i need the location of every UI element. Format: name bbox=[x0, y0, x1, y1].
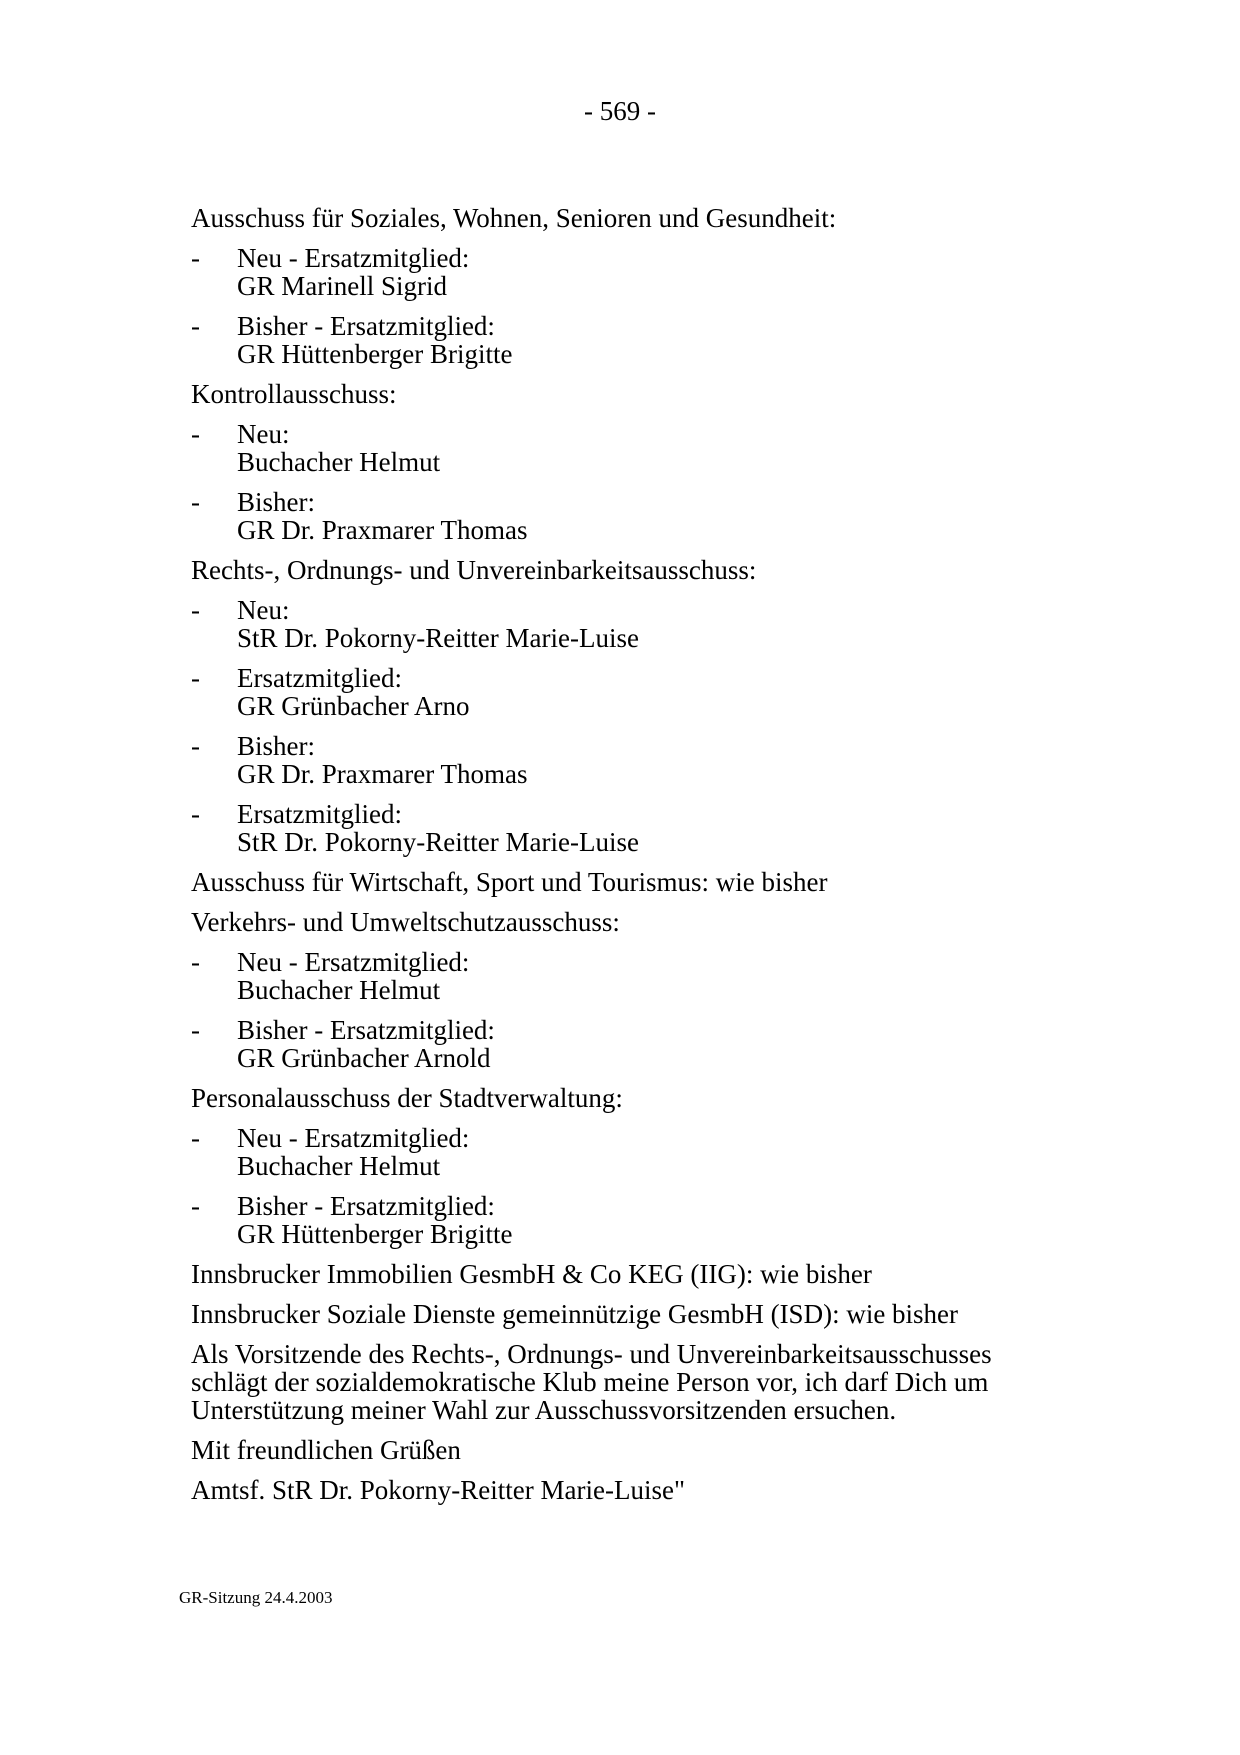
entry-person-name: GR Grünbacher Arnold bbox=[237, 1043, 491, 1073]
entry-role: Neu: bbox=[237, 595, 290, 625]
committee-list bbox=[191, 204, 1091, 1328]
entry-text bbox=[237, 420, 440, 476]
entry-person-name: GR Hüttenberger Brigitte bbox=[237, 339, 513, 369]
entry-role: Bisher: bbox=[237, 731, 315, 761]
greeting: Mit freundlichen Grüßen bbox=[191, 1435, 461, 1465]
committee-entry bbox=[191, 948, 1091, 1004]
committee-entry bbox=[191, 1192, 1091, 1248]
entry-role: Bisher - Ersatzmitglied: bbox=[237, 1015, 495, 1045]
entry-person-name: StR Dr. Pokorny-Reitter Marie-Luise bbox=[237, 623, 639, 653]
list-dash: - bbox=[191, 419, 200, 449]
entry-person-name: Buchacher Helmut bbox=[237, 447, 441, 477]
committee-heading: Personalausschuss der Stadtverwaltung: bbox=[191, 1083, 623, 1113]
entry-role: Neu: bbox=[237, 419, 290, 449]
entry-role: Bisher - Ersatzmitglied: bbox=[237, 1191, 495, 1221]
entry-person-name: Buchacher Helmut bbox=[237, 1151, 441, 1181]
committee-entry bbox=[191, 312, 1091, 368]
footer-session-date: GR-Sitzung 24.4.2003 bbox=[179, 1588, 333, 1607]
committee-heading: Verkehrs- und Umweltschutzausschuss: bbox=[191, 907, 620, 937]
closing-line: Als Vorsitzende des Rechts-, Ordnungs- und Unvereinbarkeitsausschusses bbox=[191, 1339, 992, 1369]
entry-role: Neu - Ersatzmitglied: bbox=[237, 1123, 470, 1153]
entry-role: Bisher: bbox=[237, 487, 315, 517]
entry-person-name: GR Dr. Praxmarer Thomas bbox=[237, 759, 528, 789]
entry-text bbox=[237, 1124, 469, 1180]
entry-role: Neu - Ersatzmitglied: bbox=[237, 947, 470, 977]
committee-heading: Rechts-, Ordnungs- und Unvereinbarkeitsausschuss: bbox=[191, 555, 757, 585]
list-dash: - bbox=[191, 731, 200, 761]
committee-heading: Innsbrucker Immobilien GesmbH & Co KEG (IIG): wie bisher bbox=[191, 1259, 872, 1289]
committee-entry bbox=[191, 420, 1091, 476]
entry-role: Bisher - Ersatzmitglied: bbox=[237, 311, 495, 341]
entry-text bbox=[237, 732, 527, 788]
entry-person-name: StR Dr. Pokorny-Reitter Marie-Luise bbox=[237, 827, 639, 857]
signature: Amtsf. StR Dr. Pokorny-Reitter Marie-Luise" bbox=[191, 1475, 685, 1505]
list-dash: - bbox=[191, 243, 200, 273]
entry-text bbox=[237, 948, 469, 1004]
entry-person-name: Buchacher Helmut bbox=[237, 975, 441, 1005]
entry-text bbox=[237, 1192, 512, 1248]
committee-heading: Kontrollausschuss: bbox=[191, 379, 397, 409]
committee-heading: Innsbrucker Soziale Dienste gemeinnützige GesmbH (ISD): wie bisher bbox=[191, 1299, 959, 1329]
closing-line: schlägt der sozialdemokratische Klub meine Person vor, ich darf Dich um bbox=[191, 1367, 989, 1397]
entry-text bbox=[237, 800, 639, 856]
closing-line: Unterstützung meiner Wahl zur Ausschussvorsitzenden ersuchen. bbox=[191, 1395, 897, 1425]
list-dash: - bbox=[191, 1191, 200, 1221]
committee-entry bbox=[191, 800, 1091, 856]
committee-entry bbox=[191, 732, 1091, 788]
entry-person-name: GR Grünbacher Arno bbox=[237, 691, 470, 721]
committee-entry bbox=[191, 244, 1091, 300]
committee-entry bbox=[191, 596, 1091, 652]
list-dash: - bbox=[191, 1123, 200, 1153]
committee-entry bbox=[191, 1016, 1091, 1072]
entry-role: Ersatzmitglied: bbox=[237, 799, 402, 829]
entry-text bbox=[237, 244, 469, 300]
page-number: - 569 - bbox=[584, 96, 656, 126]
committee-entry bbox=[191, 1124, 1091, 1180]
entry-text bbox=[237, 488, 527, 544]
closing-paragraph bbox=[191, 1340, 1091, 1424]
entry-role: Neu - Ersatzmitglied: bbox=[237, 243, 470, 273]
committee-entry bbox=[191, 664, 1091, 720]
entry-person-name: GR Marinell Sigrid bbox=[237, 271, 447, 301]
list-dash: - bbox=[191, 947, 200, 977]
list-dash: - bbox=[191, 1015, 200, 1045]
list-dash: - bbox=[191, 799, 200, 829]
committee-entry bbox=[191, 488, 1091, 544]
entry-text bbox=[237, 1016, 495, 1072]
committee-heading: Ausschuss für Wirtschaft, Sport und Tourismus: wie bisher bbox=[191, 867, 828, 897]
entry-text bbox=[237, 596, 639, 652]
entry-role: Ersatzmitglied: bbox=[237, 663, 402, 693]
list-dash: - bbox=[191, 595, 200, 625]
list-dash: - bbox=[191, 487, 200, 517]
entry-person-name: GR Hüttenberger Brigitte bbox=[237, 1219, 513, 1249]
entry-text bbox=[237, 664, 469, 720]
committee-heading: Ausschuss für Soziales, Wohnen, Senioren und Gesundheit: bbox=[191, 203, 837, 233]
list-dash: - bbox=[191, 311, 200, 341]
entry-text bbox=[237, 312, 512, 368]
letter-body bbox=[191, 204, 1091, 1516]
entry-person-name: GR Dr. Praxmarer Thomas bbox=[237, 515, 528, 545]
list-dash: - bbox=[191, 663, 200, 693]
